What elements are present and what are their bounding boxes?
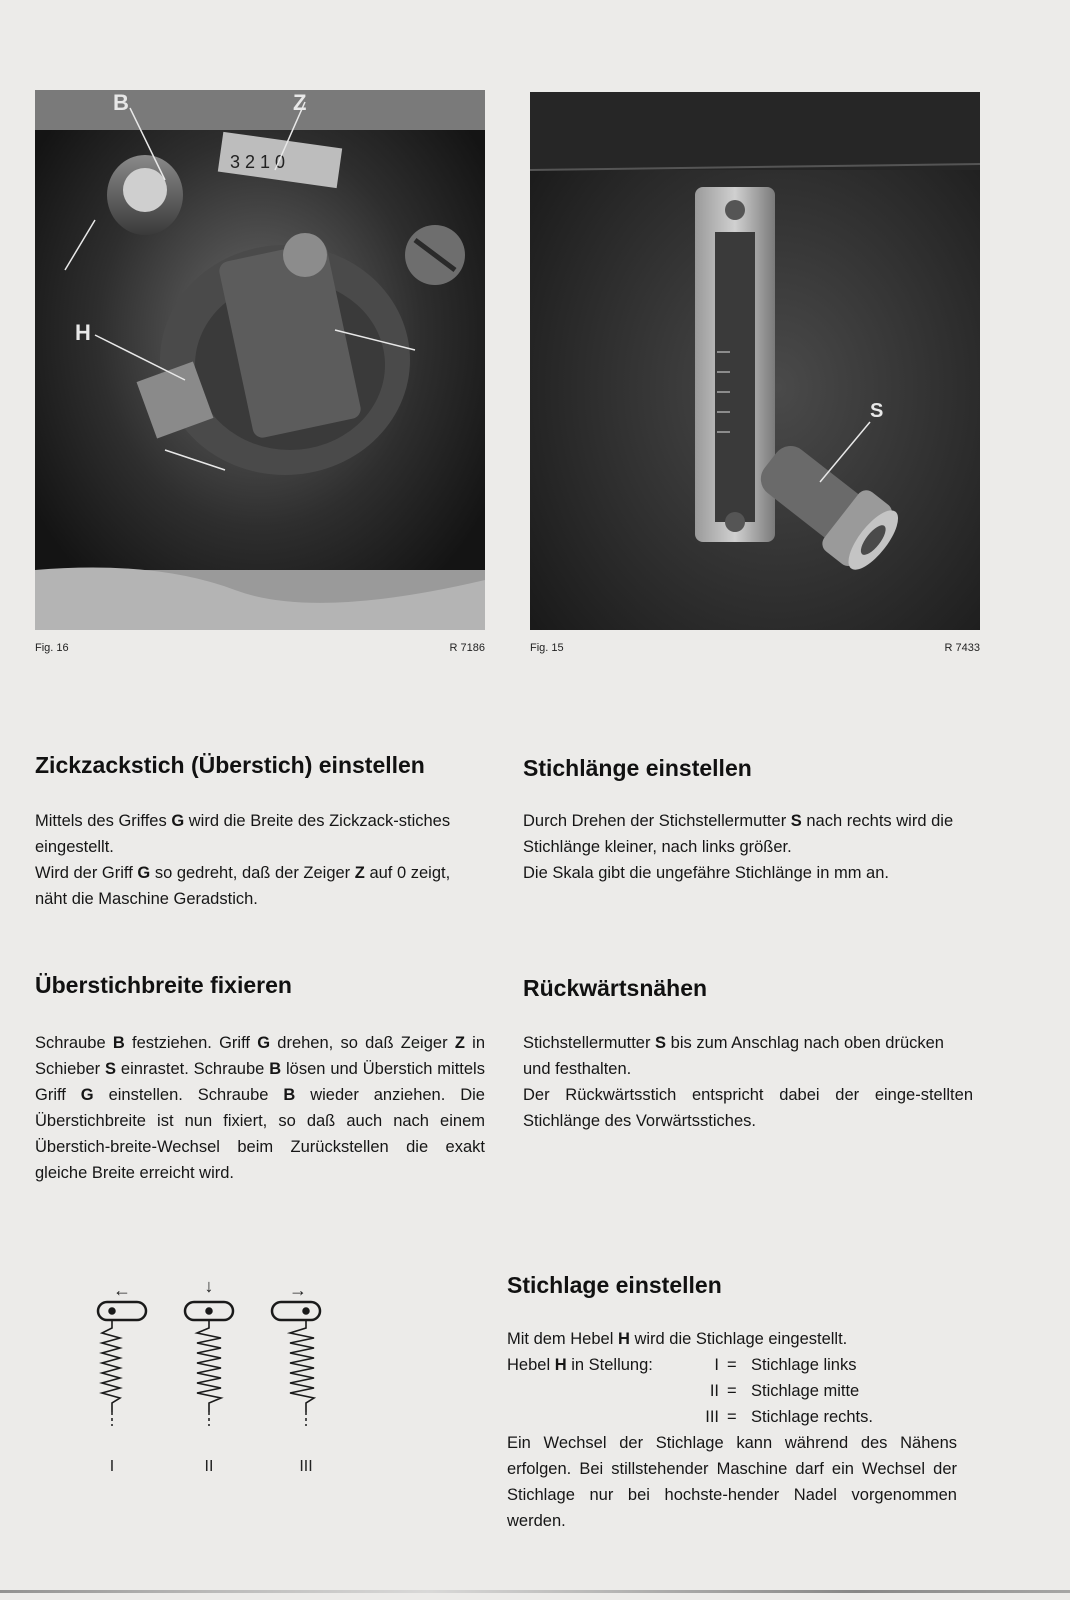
- stichlaenge-heading: Stichlänge einstellen: [523, 755, 752, 781]
- stichlaenge-para-1: Durch Drehen der Stichstellermutter S nach rechts wird die Stichlänge kleiner, nach links größer.: [523, 812, 954, 856]
- fig16-label-H: H: [75, 320, 91, 345]
- position-text: Stichlage rechts.: [751, 1408, 873, 1426]
- position-label-II: II: [204, 1458, 214, 1475]
- stichlage-positions: [507, 1352, 873, 1430]
- fig16-label-B: B: [113, 90, 129, 115]
- stichlage-para-2: Hebel H in Stellung:: [507, 1356, 653, 1374]
- stichlage-position-row: [507, 1404, 873, 1430]
- fig15-photo: [530, 92, 980, 630]
- fig16-image: [35, 90, 485, 630]
- fig16-ref: R 7186: [449, 642, 485, 654]
- fig16-scale-label: 3 2 1 0: [230, 152, 286, 172]
- arrow-left-icon: ←: [113, 1280, 131, 1300]
- fig15-caption: Fig. 15: [530, 642, 564, 654]
- stichlage-heading: Stichlage einstellen: [507, 1272, 722, 1298]
- position-eq: =: [727, 1382, 737, 1400]
- rueckwaerts-para-2: Der Rückwärtsstich entspricht dabei der einge-stellten Stichlänge des Vorwärtsstiches.: [523, 1086, 973, 1130]
- stichlage-para-1: Mit dem Hebel H wird die Stichlage eingestellt.: [507, 1330, 848, 1348]
- stichlaenge-text: [523, 808, 978, 886]
- zickzack-text: [35, 808, 485, 912]
- zickzack-para-1: Mittels des Griffes G wird die Breite des Zickzack-stiches eingestellt.: [35, 812, 451, 856]
- fig15-label-S: S: [870, 400, 884, 422]
- position-eq: =: [727, 1356, 737, 1374]
- stichlaenge-para-2: Die Skala gibt die ungefähre Stichlänge in mm an.: [523, 864, 889, 882]
- position-text: Stichlage mitte: [751, 1382, 860, 1400]
- fig16-label-Z: Z: [293, 90, 307, 115]
- position-text: Stichlage links: [751, 1356, 857, 1374]
- ueberstich-text: [35, 1030, 485, 1186]
- needle-position-graphic: [90, 1300, 350, 1450]
- zickzack-heading: Zickzackstich (Überstich) einstellen: [35, 752, 425, 778]
- position-label-I: I: [109, 1458, 115, 1475]
- fig15-ref: R 7433: [944, 642, 980, 654]
- position-num: I: [714, 1356, 719, 1374]
- show-through-text: [560, 652, 564, 667]
- position-num: II: [709, 1382, 719, 1400]
- stichlage-para-3: Ein Wechsel der Stichlage kann während des Nähens erfolgen. Bei stillstehender Maschine darf ein Wechsel der Stichlage nur bei hochste-hender Nadel vorgenommen werden.: [507, 1434, 957, 1530]
- arrow-right-icon: →: [289, 1280, 307, 1300]
- scan-bottom-edge: [0, 1590, 1070, 1593]
- stichlage-position-row: [507, 1352, 873, 1378]
- stitch-position-diagram: [90, 1270, 350, 1490]
- zickzack-para-2: Wird der Griff G so gedreht, daß der Zeiger Z auf 0 zeigt, näht die Maschine Geradstich.: [35, 864, 451, 908]
- rueckwaerts-heading: Rückwärtsnähen: [523, 975, 708, 1001]
- stichlage-text: [507, 1326, 957, 1534]
- ueberstich-heading: Überstichbreite fixieren: [35, 972, 292, 998]
- fig15-image: [530, 92, 980, 630]
- fig16-photo: [35, 90, 485, 630]
- stichlage-position-row: [507, 1378, 873, 1404]
- ueberstich-para: Schraube B festziehen. Griff G drehen, so daß Zeiger Z in Schieber S einrastet. Schraube B lösen und Überstich mittels Griff G einstellen. Schraube B wieder anziehen. Die Überstichbreite ist nun fixiert, so daß auch nach einem Überstich-breite-Wechsel beim Zurückstellen die exakt gleiche Breite erreicht wird.: [35, 1034, 486, 1182]
- rueckwaerts-text: [523, 1030, 973, 1134]
- position-num: III: [705, 1408, 719, 1426]
- position-eq: =: [727, 1408, 737, 1426]
- rueckwaerts-para-1: Stichstellermutter S bis zum Anschlag nach oben drücken und festhalten.: [523, 1034, 944, 1078]
- fig16-caption: Fig. 16: [35, 642, 69, 654]
- position-label-III: III: [299, 1458, 313, 1475]
- arrow-down-icon: ↓: [204, 1276, 214, 1296]
